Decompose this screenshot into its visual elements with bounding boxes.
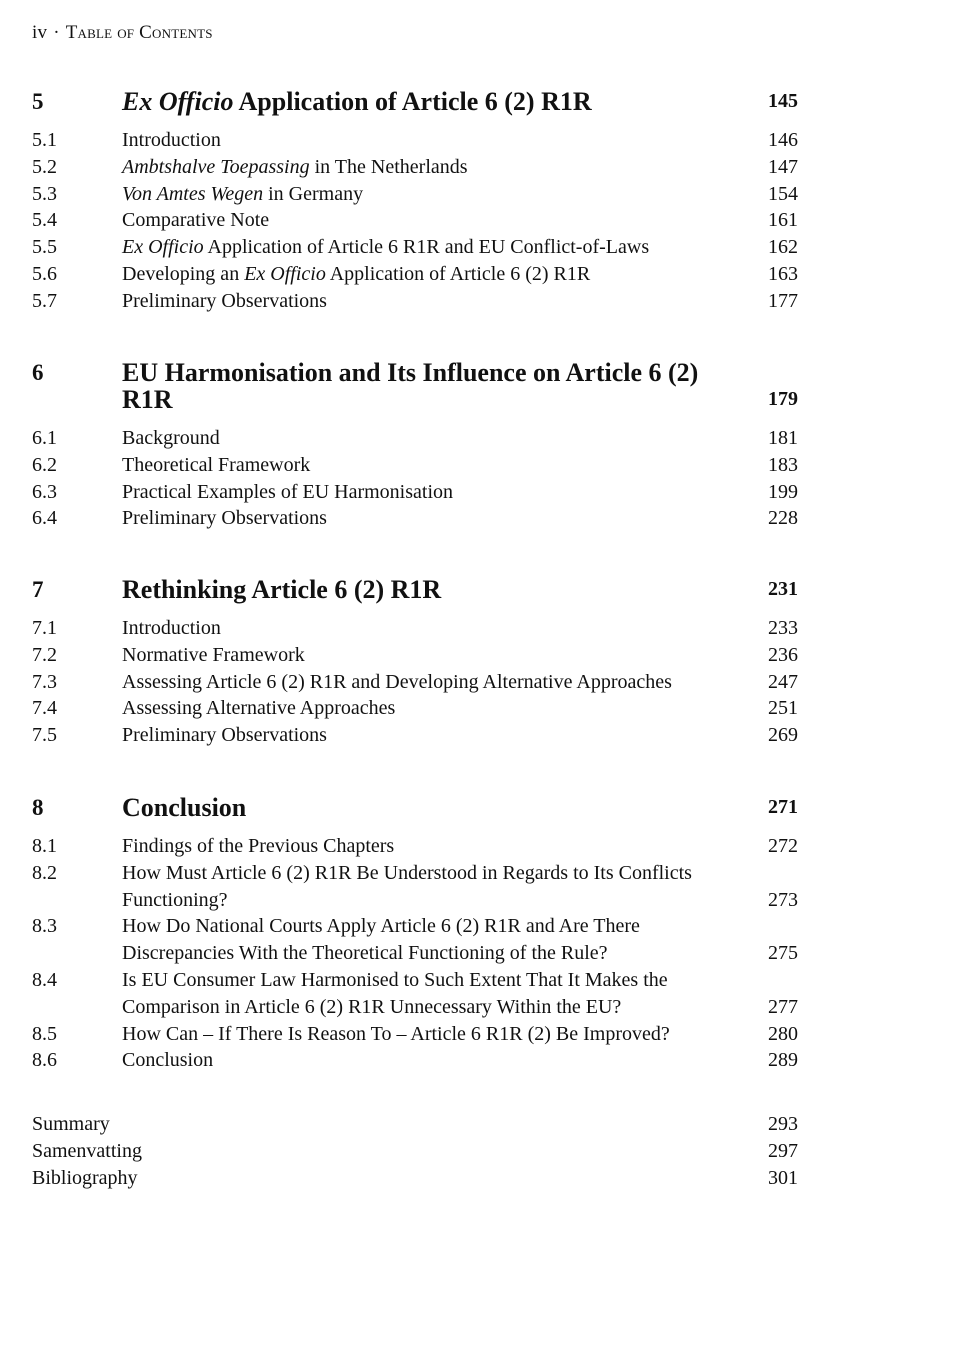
chapter-number: 8 <box>32 795 44 820</box>
section-list <box>32 127 798 315</box>
toc-entry-7-5: 7.5 Preliminary Observations 269 <box>32 724 798 747</box>
chapter-number: 6 <box>32 360 44 385</box>
running-head-separator: · <box>53 22 60 43</box>
backmatter-bibliography: Bibliography 301 <box>32 1166 798 1189</box>
chapter-page-number: 231 <box>768 578 798 600</box>
toc-entry-5-6: 5.6 Developing an Ex Officio Application of Article 6 (2) R1R 163 <box>32 262 798 285</box>
toc-entry-7-4: 7.4 Assessing Alternative Approaches 251 <box>32 697 798 720</box>
chapter-page-number: 271 <box>768 796 798 818</box>
toc-entry-8-2: 8.2 How Must Article 6 (2) R1R Be Understood in Regards to Its Conflicts Functioning? 273 <box>32 861 798 911</box>
running-head-page-number: iv <box>32 22 48 43</box>
toc-entry-8-3: 8.3 How Do National Courts Apply Article 6 (2) R1R and Are There Discrepancies With the Theoretical Functioning of the Rule? 275 <box>32 915 798 965</box>
section-list <box>32 833 798 1074</box>
chapter-title: Conclusion <box>122 793 247 822</box>
chapter-6 <box>32 359 798 532</box>
chapter-heading <box>32 576 798 603</box>
toc-entry-8-1: 8.1 Findings of the Previous Chapters 272 <box>32 835 798 857</box>
running-head <box>32 22 213 44</box>
chapter-heading <box>32 88 798 115</box>
chapter-number: 7 <box>32 577 44 602</box>
chapter-5 <box>32 88 798 315</box>
toc-entry-6-3: 6.3 Practical Examples of EU Harmonisation 199 <box>32 480 798 503</box>
toc-entry-5-1: 5.1 Introduction 146 <box>32 129 798 151</box>
toc-entry-8-6: 8.6 Conclusion 289 <box>32 1049 798 1072</box>
chapter-7 <box>32 576 798 749</box>
chapter-heading <box>32 794 798 821</box>
toc-entry-7-3: 7.3 Assessing Article 6 (2) R1R and Developing Alternative Approaches 247 <box>32 670 798 693</box>
section-list <box>32 425 798 532</box>
chapter-title: Ex Officio Application of Article 6 (2) R1R <box>122 87 592 116</box>
chapter-title: EU Harmonisation and Its Influence on Article 6 (2) R1R <box>122 358 699 414</box>
toc-entry-7-2: 7.2 Normative Framework 236 <box>32 643 798 666</box>
chapter-page-number: 145 <box>768 90 798 112</box>
chapter-title: Rethinking Article 6 (2) R1R <box>122 575 442 604</box>
chapter-heading <box>32 359 798 413</box>
toc-entry-5-4: 5.4 Comparative Note 161 <box>32 209 798 232</box>
backmatter-summary: Summary 293 <box>32 1113 798 1135</box>
chapter-number: 5 <box>32 89 44 114</box>
toc-entry-6-2: 6.2 Theoretical Framework 183 <box>32 453 798 476</box>
toc-entry-5-3: 5.3 Von Amtes Wegen in Germany 154 <box>32 182 798 205</box>
toc-entry-8-5: 8.5 How Can – If There Is Reason To – Article 6 R1R (2) Be Improved? 280 <box>32 1022 798 1045</box>
backmatter-samenvatting: Samenvatting 297 <box>32 1139 798 1162</box>
toc-entry-5-2: 5.2 Ambtshalve Toepassing in The Netherlands 147 <box>32 155 798 178</box>
toc-entry-5-5: 5.5 Ex Officio Application of Article 6 R1R and EU Conflict-of-Laws 162 <box>32 236 798 259</box>
toc-entry-7-1: 7.1 Introduction 233 <box>32 617 798 639</box>
running-head-title: Table of Contents <box>65 22 213 43</box>
section-list <box>32 615 798 749</box>
chapter-8 <box>32 794 798 1074</box>
toc-entry-8-4: 8.4 Is EU Consumer Law Harmonised to Such Extent That It Makes the Comparison in Article 6 (2) R1R Unnecessary Within the EU? 277 <box>32 968 798 1018</box>
toc-entry-5-7: 5.7 Preliminary Observations 177 <box>32 289 798 312</box>
toc-entry-6-4: 6.4 Preliminary Observations 228 <box>32 507 798 530</box>
toc-entry-6-1: 6.1 Background 181 <box>32 427 798 449</box>
chapter-page-number: 179 <box>768 388 798 410</box>
backmatter-list <box>32 1111 798 1191</box>
